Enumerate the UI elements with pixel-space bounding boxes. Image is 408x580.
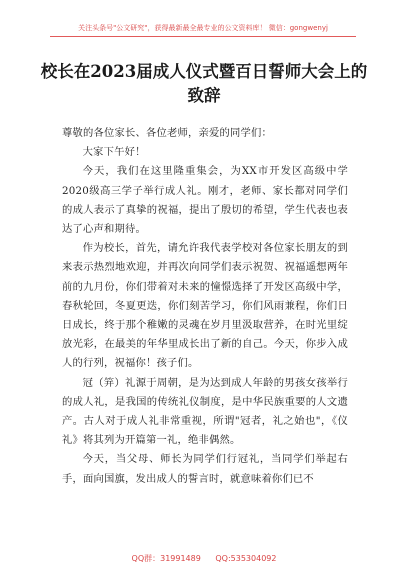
- header-banner: 关注头条号"公文研究"，获得最新最全最专业的公文资料库！ 微信：gongwenyj: [50, 20, 356, 37]
- paragraph: 今天，我们在这里隆重集会，为XX市开发区高级中学2020级高三学子举行成人礼。刚才，老师、家长都对同学们的成人表示了真挚的祝福，提出了殷切的希望，学生代表也表达了心声和期待。: [62, 165, 348, 236]
- paragraph: 今天，当父母、师长为同学们行冠礼，当同学们举起右手，面向国旗，发出成人的誓言时，就意味着你们已不: [62, 453, 348, 485]
- document-body: [62, 124, 348, 489]
- salutation: 尊敬的各位家长、各位老师，亲爱的同学们：: [62, 127, 272, 139]
- footer-qq-group: QQ群：31991489: [131, 554, 201, 563]
- paragraph: 冠（笄）礼源于周朝，是为达到成人年龄的男孩女孩举行的成人礼，是我国的传统礼仪制度，是中华民族重要的人文遗产。古人对于成人礼非常重视，所谓"冠者，礼之始也"，《仪礼》将其列为开篇第一礼，绝非偶然。: [62, 376, 348, 447]
- document-title: 校长在2023届成人仪式暨百日誓师大会上的致辞: [40, 62, 368, 105]
- footer: [0, 553, 408, 567]
- paragraph: 作为校长，首先，请允许我代表学校对各位家长朋友的到来表示热烈地欢迎，并再次向同学们表示祝贺、祝福遥想两年前的九月份，你们带着对未来的憧憬选择了开发区高级中学，春秋轮回，冬夏更迭，你们刻苦学习，你们风雨兼程，你们日日成长，终于那个稚嫩的灵魂在岁月里汲取营养，在时光里绽放光彩，在最美的年华里成长出了新的自己。今天，你步入成人的行列，祝福你！孩子们。: [62, 242, 348, 370]
- greeting: 大家下午好！: [82, 146, 146, 159]
- footer-qq: QQ:535304092: [215, 554, 277, 563]
